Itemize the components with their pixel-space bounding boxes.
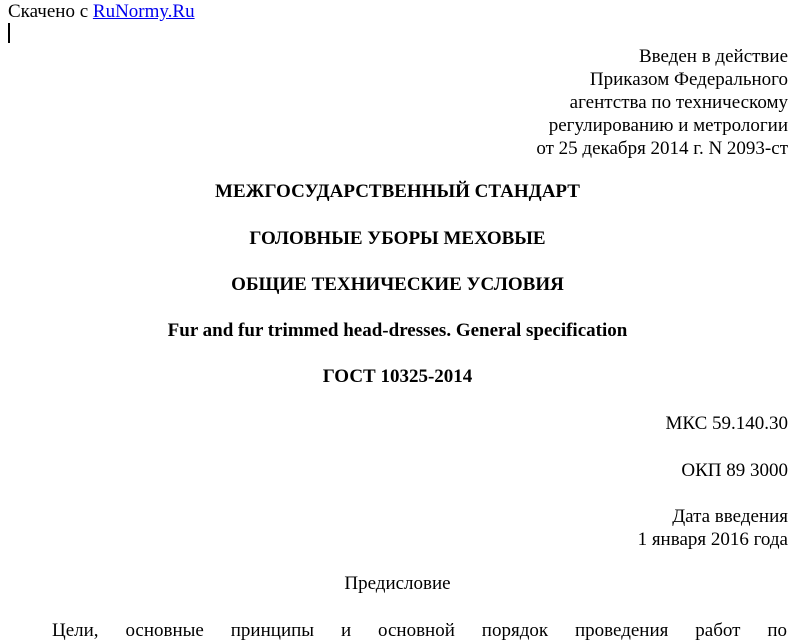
download-source-line bbox=[8, 0, 195, 23]
paragraph-word: принципы bbox=[230, 620, 315, 641]
paragraph-word: основной bbox=[378, 620, 455, 641]
enactment-note bbox=[536, 45, 788, 160]
paragraph-word: проведения bbox=[574, 620, 669, 641]
enactment-line: Введен в действие bbox=[638, 46, 788, 67]
enactment-line: от 25 декабря 2014 г. N 2093-ст bbox=[536, 138, 788, 159]
download-prefix: Скачено с bbox=[8, 1, 93, 22]
enactment-line: Приказом Федерального bbox=[589, 69, 788, 90]
paragraph-word: порядок bbox=[481, 620, 549, 641]
paragraph-word: работ bbox=[695, 620, 741, 641]
standard-type-heading: МЕЖГОСУДАРСТВЕННЫЙ СТАНДАРТ bbox=[215, 181, 580, 202]
site-link[interactable]: RuNormy.Ru bbox=[92, 1, 195, 22]
english-title-heading: Fur and fur trimmed head-dresses. General specification bbox=[167, 320, 628, 341]
text-cursor bbox=[8, 23, 10, 43]
effective-date-label: Дата введения bbox=[672, 506, 788, 527]
standard-subtitle-heading: ОБЩИЕ ТЕХНИЧЕСКИЕ УСЛОВИЯ bbox=[231, 274, 564, 295]
paragraph-word: по bbox=[767, 620, 787, 641]
mks-code: МКС 59.140.30 bbox=[665, 413, 788, 434]
okp-code: ОКП 89 3000 bbox=[681, 460, 788, 481]
enactment-line: агентства по техническому bbox=[569, 92, 788, 113]
standard-name-heading: ГОЛОВНЫЕ УБОРЫ МЕХОВЫЕ bbox=[249, 228, 546, 249]
gost-code-heading: ГОСТ 10325-2014 bbox=[322, 366, 473, 387]
paragraph-word: и bbox=[340, 620, 352, 641]
paragraph-word: Цели, bbox=[52, 620, 99, 641]
paragraph-word: основные bbox=[125, 620, 204, 641]
effective-date-value: 1 января 2016 года bbox=[637, 529, 788, 550]
foreword-paragraph bbox=[52, 619, 787, 642]
foreword-heading: Предисловие bbox=[344, 573, 451, 594]
enactment-line: регулированию и метрологии bbox=[548, 115, 788, 136]
